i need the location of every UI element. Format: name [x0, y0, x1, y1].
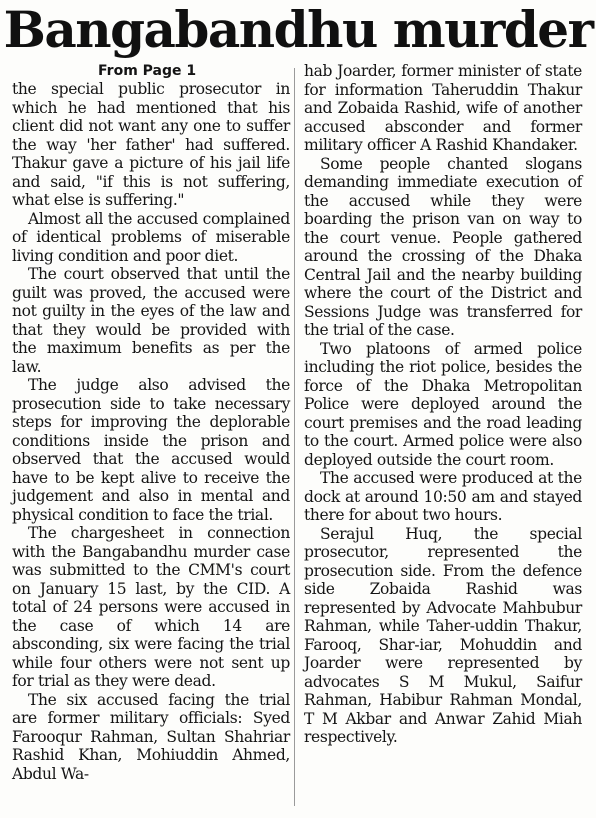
- article-paragraph: Almost all the accused complained of identical problems of miserable living condition and poor diet.: [12, 209, 290, 265]
- right-column: [304, 62, 582, 747]
- article-paragraph: The six accused facing the trial are former military officials: Syed Farooqur Rahman, Sultan Shahriar Rashid Khan, Mohiuddin Ahmed, Abdul Wa-: [12, 690, 290, 783]
- left-column: [12, 62, 290, 783]
- jump-line: From Page 1: [98, 63, 197, 79]
- article-paragraph: The court observed that until the guilt was proved, the accused were not guilty in the eyes of the law and that they would be provided with the maximum benefits as per the law.: [12, 265, 290, 376]
- article-paragraph: The accused were produced at the dock at around 10:50 am and stayed there for about two hours.: [304, 469, 582, 524]
- article-paragraph: Two platoons of armed police including the riot police, besides the force of the Dhaka Metropolitan Police were deployed around the court premises and the road leading to the court. Armed police were also deployed outside the court room.: [304, 339, 582, 469]
- article-paragraph: hab Joarder, former minister of state for information Taheruddin Thakur and Zobaida Rashid, wife of another accused absconder and former military officer A Rashid Khandaker.: [304, 62, 582, 154]
- article-paragraph: The judge also advised the prosecution side to take necessary steps for improving the deplorable conditions inside the prison and observed that the accused would have to be kept alive to receive the judgement and also in mental and physical condition to face the trial.: [12, 376, 290, 524]
- article-paragraph: The chargesheet in connection with the Bangabandhu murder case was submitted to the CMM's court on January 15 last, by the CID. A total of 24 persons were accused in the case of which 14 are absconding, six were facing the trial while four others were not sent up for trial as they were dead.: [12, 524, 290, 690]
- headline: Bangabandhu murder: [3, 0, 593, 59]
- article-paragraph: Some people chanted slogans demanding immediate execution of the accused while they were boarding the prison van on way to the court venue. People gathered around the crossing of the Dhaka Central Jail and the nearby building where the court of the District and Sessions Judge was transferred for the trial of the case.: [304, 154, 582, 339]
- article-paragraph: Serajul Huq, the special prosecutor, represented the prosecution side. From the defence side Zobaida Rashid was represented by Advocate Mahbubur Rahman, while Taher-uddin Thakur, Farooq, Shar-iar, Mohuddin and Joarder were represented by advocates S M Mukul, Saifur Rahman, Habibur Rahman Mondal, T M Akbar and Anwar Zahid Miah respectively.: [304, 524, 582, 746]
- column-divider: [294, 68, 295, 806]
- article-paragraph: the special public prosecutor in which he had mentioned that his client did not want any one to suffer the way 'her father' had suffered. Thakur gave a picture of his jail life and said, "if this is not suffering, what else is suffering.": [12, 80, 290, 209]
